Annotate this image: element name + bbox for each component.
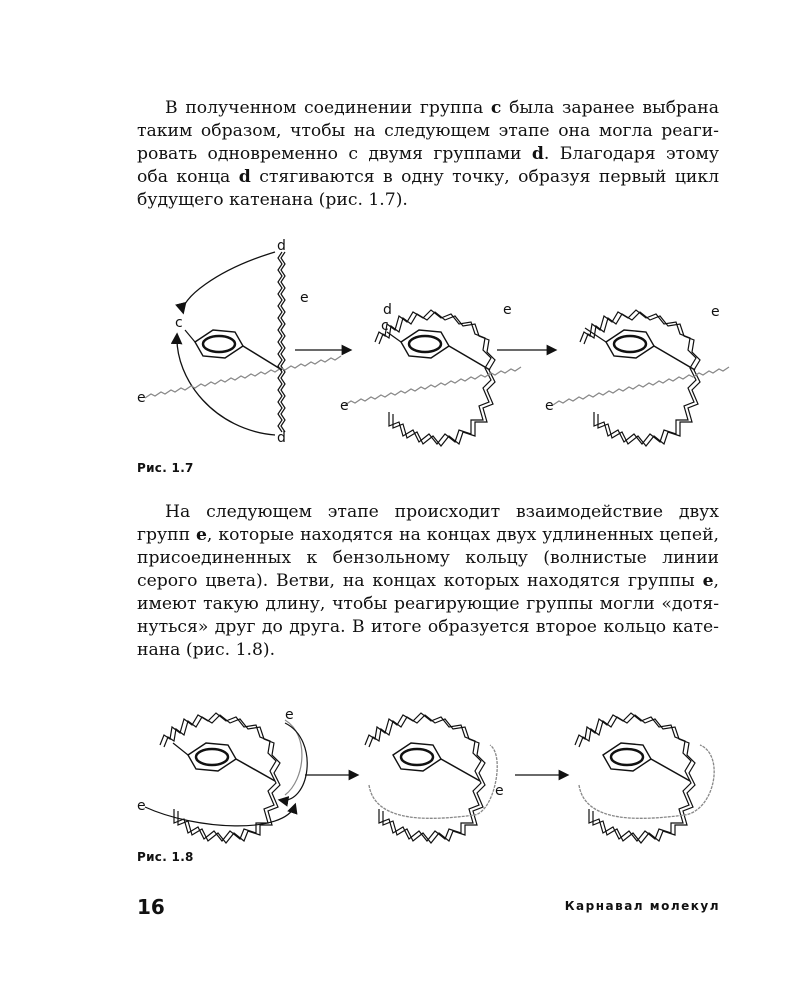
paragraph-2 [137, 501, 719, 662]
label-e-panel2-left: e [340, 398, 349, 414]
text-line: ровать одновременно с двумя группами d. Благодаря этому [137, 144, 719, 164]
group-label: e [195, 525, 207, 545]
label-e-panel3-left: e [545, 398, 554, 414]
text-line: оба конца d стягиваются в одну точку, образуя первый цикл [137, 167, 719, 187]
text-line: таким образом, чтобы на следующем этапе она могла реаги- [137, 121, 719, 141]
label-c: c [175, 315, 183, 331]
caption-fig-1-8: Рис. 1.8 [137, 850, 194, 864]
benzene-ring [195, 330, 243, 358]
page-number: 16 [137, 895, 165, 919]
fig18-panel-2 [365, 713, 504, 843]
text-line: В полученном соединении группа c была заранее выбрана [165, 98, 719, 118]
text-line: нуться» друг до друга. В итоге образуется второе кольцо кате- [137, 617, 719, 637]
label-e-right: e [300, 290, 309, 306]
label-e-panel3-right: e [711, 304, 720, 320]
label-e-fig18-panel2: e [495, 783, 504, 799]
group-label: c [490, 98, 502, 118]
label-d-panel2: d [383, 302, 392, 318]
label-e-fig18-right: e [285, 707, 294, 723]
caption-fig-1-7: Рис. 1.7 [137, 461, 194, 475]
text-line: будущего катенана (рис. 1.7). [137, 190, 408, 210]
text-line: групп e, которые находятся на концах двух удлиненных цепей, [137, 525, 719, 545]
text-line: На следующем этапе происходит взаимодействие двух [165, 502, 719, 522]
fig17-panel-2 [340, 302, 521, 446]
text-line: нана (рис. 1.8). [137, 640, 276, 660]
group-label: d [238, 167, 251, 187]
paragraph-1 [137, 97, 719, 212]
fig18-panel-3 [575, 713, 714, 843]
running-title: Карнавал молекул [564, 899, 720, 913]
fig17-panel-3 [545, 304, 729, 446]
text-line: имеют такую длину, чтобы реагирующие группы могли «дотя- [137, 594, 719, 614]
text-line: присоединенных к бензольному кольцу (волнистые линии [137, 548, 719, 568]
label-e-left: e [137, 390, 146, 406]
fig18-panel-1 [137, 707, 307, 843]
label-c-panel2: c [381, 318, 389, 334]
label-d-bottom: d [277, 430, 286, 446]
text-line: серого цвета). Ветви, на концах которых находятся группы e, [137, 571, 719, 591]
label-d-top: d [277, 238, 286, 254]
label-e-fig18-left: e [137, 798, 146, 814]
label-e-panel2-right: e [503, 302, 512, 318]
group-label: d [531, 144, 544, 164]
figure-1-7 [135, 230, 735, 455]
fig17-panel-1 [137, 238, 341, 446]
group-label: e [702, 571, 714, 591]
figure-1-8 [135, 695, 735, 845]
